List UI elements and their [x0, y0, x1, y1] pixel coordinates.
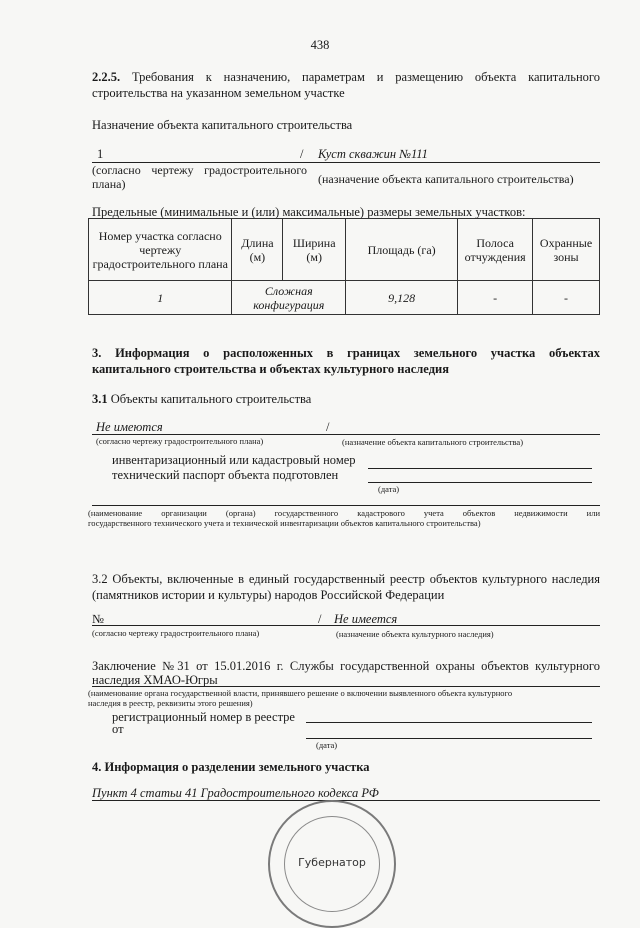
- objects-value: Не имеются: [96, 420, 163, 434]
- division-value: Пункт 4 статьи 41 Градостроительного кодекса РФ: [92, 786, 379, 800]
- date-label: (дата): [378, 484, 400, 494]
- table-row: [89, 281, 600, 315]
- subsection-32-title-line1: 3.2 Объекты, включенные в единый государственный реестр объектов культурного наследия: [92, 572, 600, 586]
- org-note-line1: (наименование организации (органа) государственного кадастрового учета объектов недвижимости или: [88, 508, 600, 518]
- section-heading-line2: строительства на указанном земельном участке: [92, 86, 345, 100]
- passport-label: технический паспорт объекта подготовлен: [112, 468, 339, 482]
- table-header-cell: Номер участка согласно чертежу градостроительного плана: [89, 219, 232, 281]
- subsection-number: 3.1: [92, 392, 108, 406]
- subsection-32-title-line2: (памятников истории и культуры) народов Российской Федерации: [92, 588, 445, 602]
- purpose-label: Назначение объекта капитального строительства: [92, 118, 353, 132]
- org-note-line2: государственного технического учета и технической инвентаризации объектов капитального строительства): [88, 518, 481, 528]
- conclusion-underline: [92, 686, 600, 687]
- conclusion-line1: Заключение №31 от 15.01.2016 г. Службы государственной охраны объектов культурного: [92, 659, 600, 673]
- purpose-note-left: (согласно чертежу градостроительного плана): [92, 163, 307, 191]
- registry-number-label: регистрационный номер в реестре: [112, 710, 295, 724]
- heritage-underline: [92, 625, 600, 626]
- purpose-value: Куст скважин №111: [318, 147, 428, 161]
- conclusion-line2: наследия ХМАО-Югры: [92, 673, 218, 687]
- subsection-31-title: [92, 392, 311, 407]
- table-header-cell: Охранные зоны: [533, 219, 600, 281]
- table-caption: Предельные (минимальные и (или) максимальные) размеры земельных участков:: [92, 205, 526, 219]
- table-cell: -: [533, 281, 600, 315]
- stamp-label: Губернатор: [298, 856, 366, 869]
- registry-date-line: [306, 738, 592, 739]
- table-cell: 9,128: [346, 281, 458, 315]
- registry-from-label: от: [112, 722, 124, 736]
- land-size-table: [88, 218, 600, 315]
- heritage-note-left: (согласно чертежу градостроительного плана): [92, 628, 260, 638]
- table-header-cell: Площадь (га): [346, 219, 458, 281]
- table-header-cell: Ширина (м): [283, 219, 346, 281]
- table-cell: 1: [89, 281, 232, 315]
- section-heading-4: 4. Информация о разделении земельного участка: [92, 760, 370, 774]
- table-cell: Сложная конфигурация: [232, 281, 346, 315]
- official-seal-stamp: [268, 800, 396, 928]
- authority-note-line1: (наименование органа государственной власти, принявшего решение о включении выявленного объекта культурного: [88, 688, 513, 698]
- registry-date-label: (дата): [316, 740, 338, 750]
- passport-field-line: [368, 482, 592, 483]
- heritage-number: №: [92, 612, 104, 626]
- section-number: 2.2.5.: [92, 70, 121, 84]
- inventory-field-line: [368, 468, 592, 469]
- objects-note-left: (согласно чертежу градостроительного плана): [96, 436, 264, 446]
- authority-note-line2: наследия в реестр, реквизиты этого решения): [88, 698, 253, 708]
- section-heading-3-line1: 3. Информация о расположенных в границах земельного участка объектах: [92, 346, 600, 360]
- objects-underline: [92, 434, 600, 435]
- subsection-title: Объекты капитального строительства: [110, 392, 312, 406]
- table-cell: -: [458, 281, 533, 315]
- table-header-cell: Полоса отчуждения: [458, 219, 533, 281]
- objects-note-right: (назначение объекта капитального строительства): [342, 437, 524, 447]
- table-header-row: [89, 219, 600, 281]
- table-header-cell: Длина (м): [232, 219, 283, 281]
- heritage-separator: /: [318, 612, 322, 626]
- heritage-note-right: (назначение объекта культурного наследия): [336, 629, 494, 639]
- section-heading-line1: Требования к назначению, параметрам и размещению объекта капитального: [131, 70, 600, 84]
- org-underline: [92, 505, 600, 506]
- purpose-note-right: (назначение объекта капитального строительства): [318, 172, 574, 186]
- section-heading-225: [92, 70, 600, 85]
- page-number: 438: [310, 38, 330, 52]
- inventory-label: инвентаризационный или кадастровый номер: [112, 453, 356, 467]
- section-heading-3-line2: капитального строительства и объектах культурного наследия: [92, 362, 449, 376]
- registry-number-line: [306, 722, 592, 723]
- objects-separator: /: [326, 420, 330, 434]
- heritage-value: Не имеется: [334, 612, 398, 626]
- purpose-number: 1: [97, 147, 104, 161]
- purpose-separator: /: [300, 147, 304, 161]
